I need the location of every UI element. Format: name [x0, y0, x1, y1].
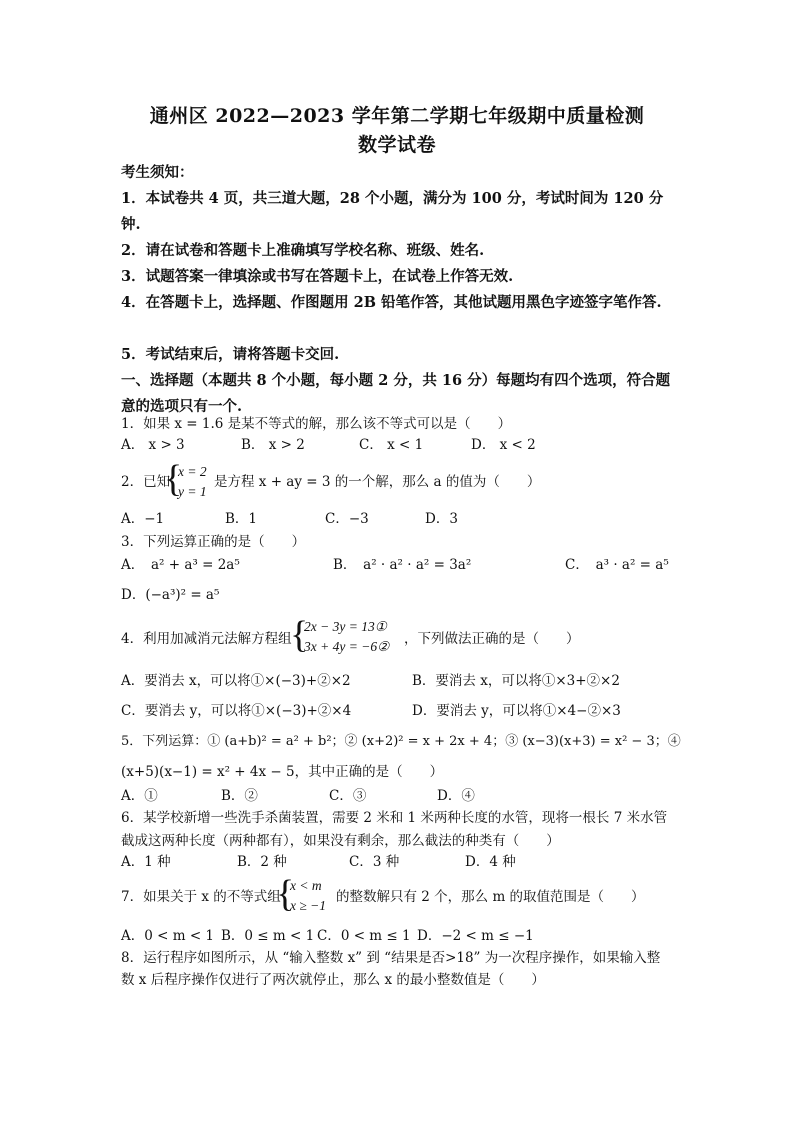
q4-prefix: 4．利用加减消元法解方程组	[121, 631, 292, 647]
notice-item-1: 1．本试卷共 4 页，共三道大题，28 个小题，满分为 100 分，考试时间为 120 分钟.	[121, 190, 664, 233]
q5-option-d: D．④	[437, 788, 475, 804]
q3-options	[121, 554, 681, 576]
q2-option-b: B．1	[225, 511, 258, 527]
q2-brace: {	[164, 458, 183, 500]
q7-option-b: B．0 ≤ m < 1	[221, 928, 315, 944]
q6-option-c: C．3 种	[349, 854, 400, 870]
exam-subtitle: 数学试卷	[357, 134, 436, 156]
exam-title: 通州区 2022—2023 学年第二学期七年级期中质量检测	[149, 105, 645, 127]
q1-option-c: C． x < 1	[359, 437, 424, 453]
q3-option-a: A． a² + a³ = 2a⁵	[121, 557, 240, 573]
q2-option-a: A．−1	[121, 511, 165, 527]
q5-option-a: A．①	[121, 788, 158, 804]
q7-option-d: D．−2 < m ≤ −1	[417, 928, 534, 944]
q7-system	[290, 876, 326, 916]
q4-eq-1: 2x − 3y = 13①	[304, 619, 387, 634]
q3-stem: 3．下列运算正确的是（ ）	[121, 534, 306, 550]
q5-line-1: 5．下列运算：① (a+b)² = a² + b²；② (x+2)² = x + 2x + 4；③ (x−3)(x+3) = x² − 3；④	[121, 734, 681, 749]
q2-system	[178, 462, 207, 502]
q1-stem: 1．如果 x = 1.6 是某不等式的解，那么该不等式可以是（ ）	[121, 416, 512, 432]
q4-system	[304, 617, 389, 657]
q6-line-1: 6．某学校新增一些洗手杀菌装置，需要 2 米和 1 米两种长度的水管，现将一根长 7 米水管	[121, 810, 668, 826]
q3-option-b: B． a² · a² · a² = 3a²	[333, 557, 472, 573]
q7-brace: {	[276, 873, 295, 915]
q4-option-d: D．要消去 y，可以将①×4−②×3	[412, 703, 621, 719]
q6-option-b: B．2 种	[237, 854, 287, 870]
q7-prefix: 7．如果关于 x 的不等式组	[121, 889, 281, 905]
q2-options	[121, 508, 681, 530]
q4-option-c: C．要消去 y，可以将①×(−3)+②×4	[121, 703, 352, 719]
q5-option-b: B．②	[221, 788, 258, 804]
q3-option-d: D．(−a³)² = a⁵	[121, 587, 220, 603]
notice-item-3: 3．试题答案一律填涂或书写在答题卡上，在试卷上作答无效.	[121, 268, 514, 285]
q6-option-d: D．4 种	[465, 854, 516, 870]
q7-suffix: 的整数解只有 2 个，那么 m 的取值范围是（ ）	[336, 889, 645, 905]
q4-eq-2: 3x + 4y = −6②	[304, 639, 390, 654]
q7-option-c: C．0 < m ≤ 1	[317, 928, 411, 944]
q4-option-a: A．要消去 x，可以将①×(−3)+②×2	[121, 673, 351, 689]
q2-eq-1: x = 2	[178, 464, 207, 479]
notice-heading: 考生须知：	[121, 164, 194, 181]
q4-brace: {	[290, 614, 309, 656]
q5-line-2: (x+5)(x−1) = x² + 4x − 5，其中正确的是（ ）	[121, 764, 444, 780]
notice-item-5: 5．考试结束后，请将答题卡交回.	[121, 346, 340, 363]
q6-option-a: A．1 种	[121, 854, 171, 870]
q2-eq-2: y = 1	[178, 484, 207, 499]
q7-option-a: A．0 < m < 1	[121, 928, 215, 944]
q7-eq-1: x < m	[290, 878, 322, 893]
notice-item-2: 2．请在试卷和答题卡上准确填写学校名称、班级、姓名.	[121, 242, 485, 259]
q2-prefix: 2．已知	[121, 474, 171, 490]
q5-options	[121, 785, 681, 807]
q8-line-1: 8．运行程序如图所示，从 “输入整数 x” 到 “结果是否>18” 为一次程序操作，如果输入整	[121, 950, 661, 966]
q6-line-2: 截成这两种长度（两种都有），如果没有剩余，那么截法的种类有（ ）	[121, 833, 560, 849]
q7-eq-2: x ≥ −1	[290, 898, 327, 913]
q5-option-c: C．③	[329, 788, 367, 804]
q2-option-c: C．−3	[325, 511, 369, 527]
q1-option-b: B． x > 2	[241, 437, 305, 453]
q7-options	[121, 925, 681, 947]
q4-option-b: B．要消去 x，可以将①×3+②×2	[412, 673, 620, 689]
q4-suffix: ，下列做法正确的是（ ）	[404, 631, 580, 647]
q8-line-2: 数 x 后程序操作仅进行了两次就停止，那么 x 的最小整数值是（ ）	[121, 972, 545, 988]
q2-suffix: 是方程 x + ay = 3 的一个解，那么 a 的值为（ ）	[214, 474, 541, 490]
section-1-heading: 一、选择题（本题共 8 个小题，每小题 2 分，共 16 分）每题均有四个选项，符合题意的选项只有一个.	[121, 372, 671, 415]
q1-option-a: A． x > 3	[121, 437, 185, 453]
q3-option-c: C． a³ · a² = a⁵	[565, 557, 669, 573]
notice-item-4: 4．在答题卡上，选择题、作图题用 2B 铅笔作答，其他试题用黑色字迹签字笔作答.	[121, 294, 662, 311]
q1-option-d: D． x < 2	[471, 437, 536, 453]
q2-option-d: D．3	[425, 511, 458, 527]
q6-options	[121, 851, 681, 873]
q1-options	[121, 434, 681, 456]
